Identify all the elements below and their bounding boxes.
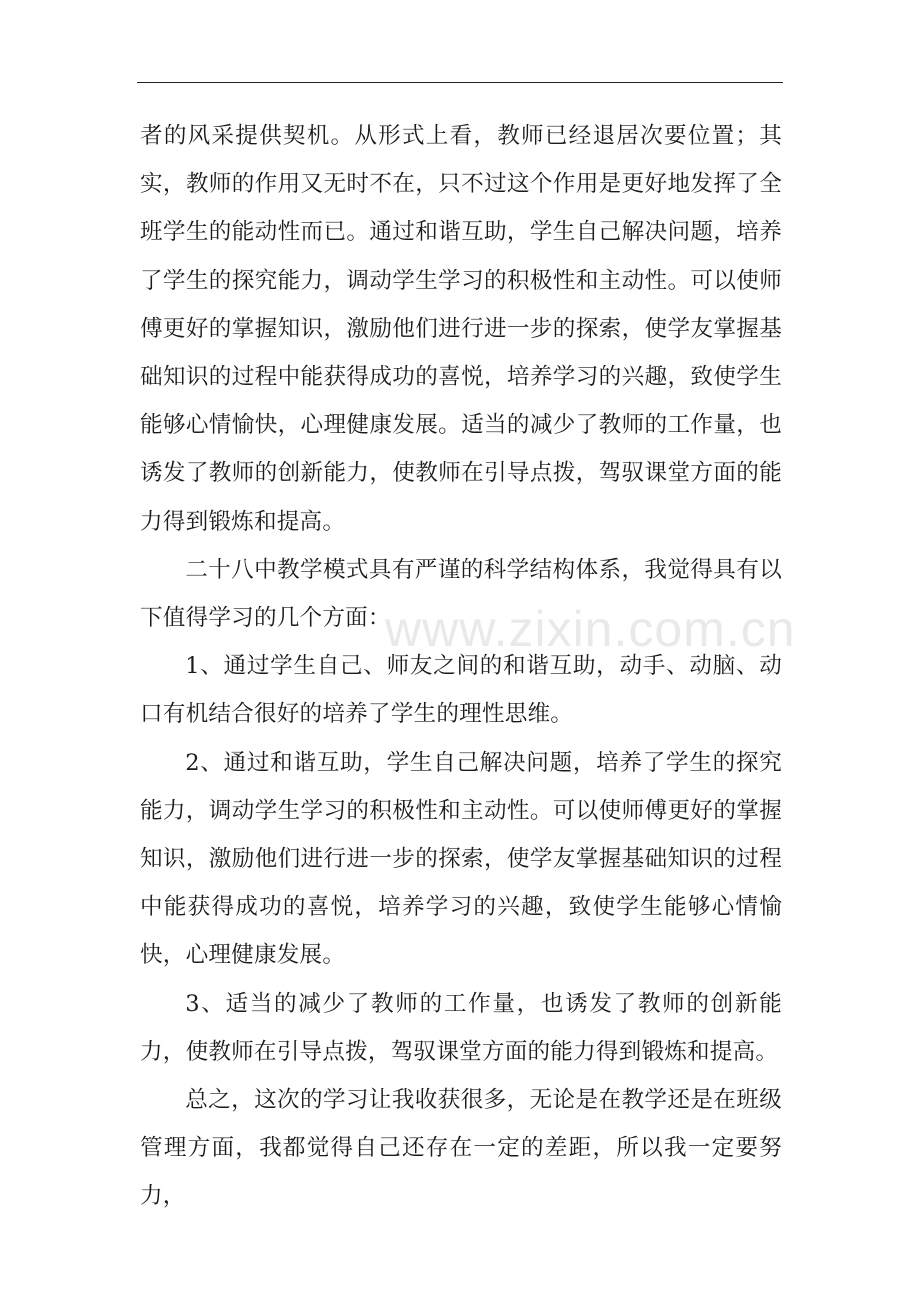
watermark: www.zixin.com.cn bbox=[385, 601, 796, 657]
paragraph-point-2: 2、通过和谐互助，学生自己解决问题，培养了学生的探究能力，调动学生学习的积极性和主动性。可以使师傅更好的掌握知识，激励他们进行进一步的探索，使学友掌握基础知识的过程中能获得成功的喜悦，培养学习的兴趣，致使学生能够心情愉快，心理健康发展。 bbox=[140, 749, 782, 969]
header-rule bbox=[137, 82, 783, 83]
paragraph-point-1: 1、通过学生自己、师友之间的和谐互助，动手、动脑、动口有机结合很好的培养了学生的理性思维。 bbox=[140, 653, 782, 728]
paragraph-conclusion: 总之，这次的学习让我收获很多，无论是在教学还是在班级管理方面，我都觉得自己还存在一定的差距，所以我一定要努力， bbox=[140, 1087, 782, 1210]
paragraph-intro-list: 二十八中教学模式具有严谨的科学结构体系，我觉得具有以下值得学习的几个方面： bbox=[140, 556, 782, 632]
paragraph-continuation: 者的风采提供契机。从形式上看，教师已经退居次要位置；其实，教师的作用又无时不在，只不过这个作用是更好地发挥了全班学生的能动性而已。通过和谐互助，学生自己解决问题，培养了学生的探究能力，调动学生学习的积极性和主动性。可以使师傅更好的掌握知识，激励他们进行进一步的探索，使学友掌握基础知识的过程中能获得成功的喜悦，培养学习的兴趣，致使学生能够心情愉快，心理健康发展。适当的减少了教师的工作量，也诱发了教师的创新能力，使教师在引导点拨，驾驭课堂方面的能力得到锻炼和提高。 bbox=[140, 123, 782, 535]
paragraph-point-3: 3、适当的减少了教师的工作量，也诱发了教师的创新能力，使教师在引导点拨，驾驭课堂方面的能力得到锻炼和提高。 bbox=[140, 990, 782, 1065]
document-body bbox=[140, 112, 782, 1221]
